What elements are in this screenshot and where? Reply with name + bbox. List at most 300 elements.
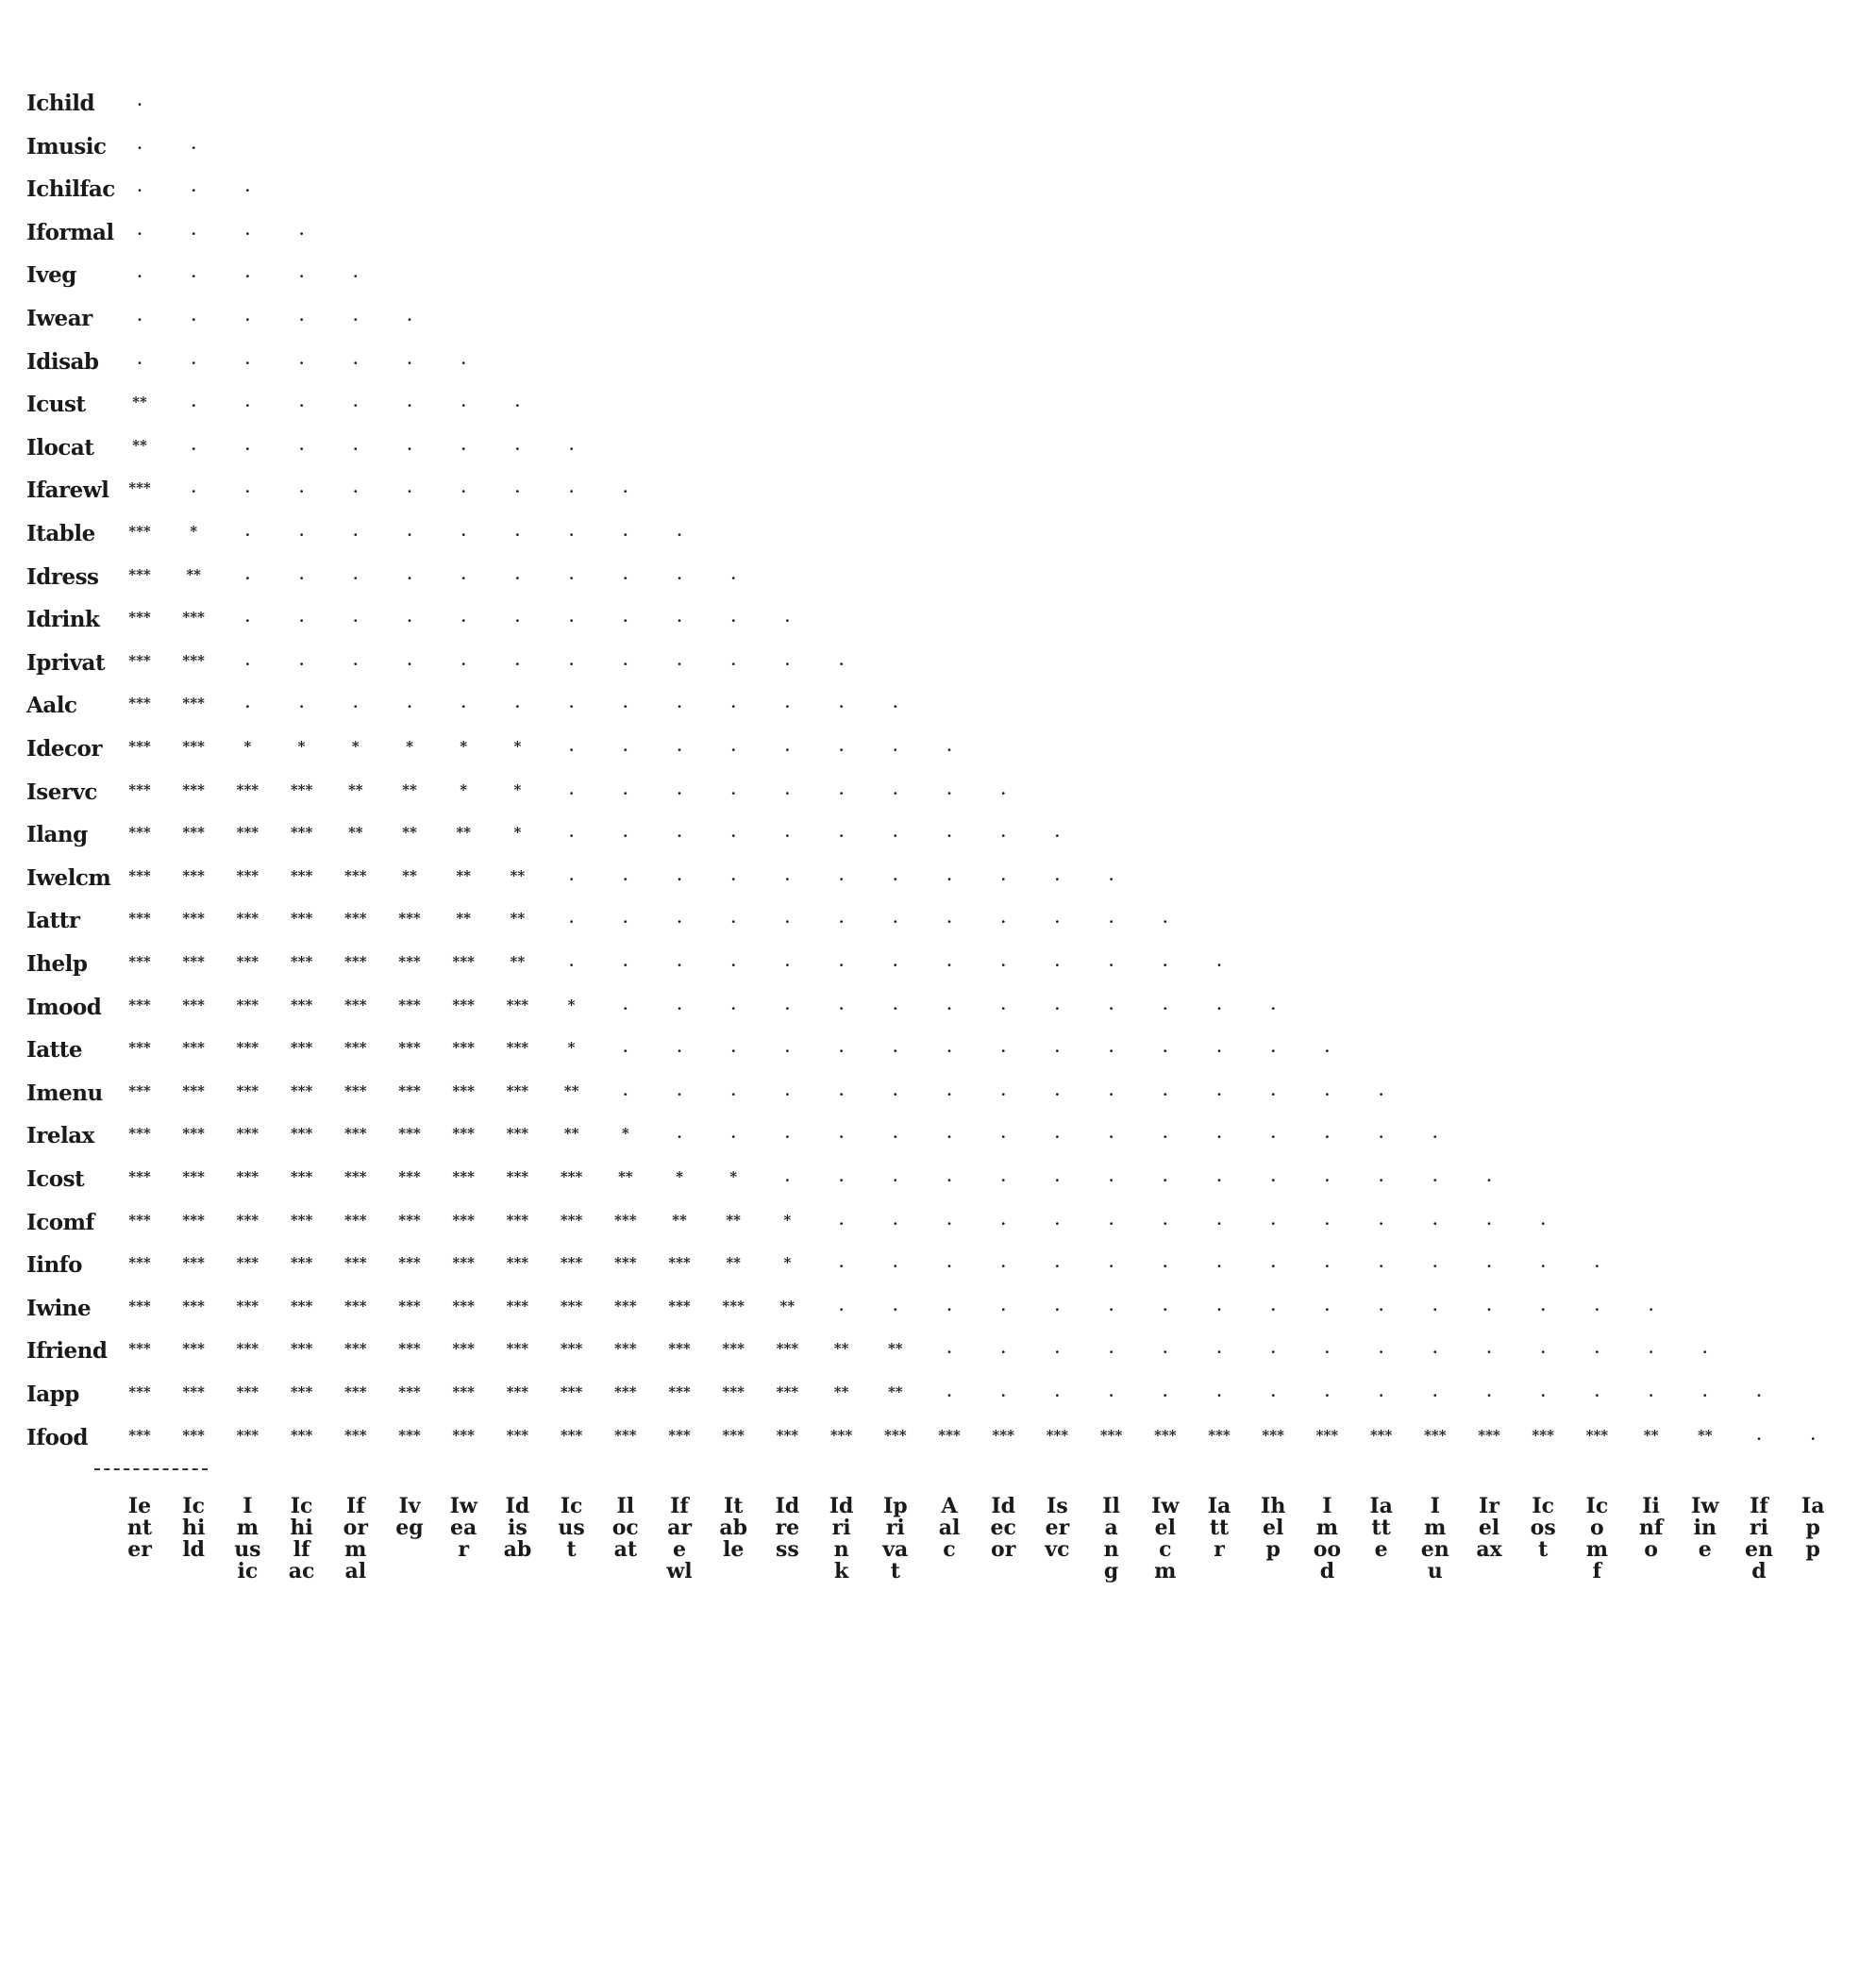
matrix-cell: . (946, 1297, 952, 1315)
matrix-cell: . (1270, 1383, 1276, 1400)
matrix-cell: . (623, 824, 628, 842)
matrix-cell: *** (344, 1426, 367, 1444)
matrix-cell: * (190, 523, 198, 540)
matrix-cell: *** (344, 953, 367, 970)
matrix-cell: *** (344, 1340, 367, 1358)
matrix-cell: . (893, 695, 898, 712)
matrix-cell: *** (236, 1383, 260, 1400)
matrix-cell: *** (398, 1081, 421, 1099)
matrix-cell: . (1216, 1081, 1222, 1099)
matrix-cell: . (353, 308, 359, 325)
matrix-cell: . (1432, 1211, 1438, 1229)
matrix-cell: *** (452, 1125, 475, 1143)
column-label: Iwelcm (1151, 1494, 1180, 1583)
matrix-cell: . (1810, 1426, 1816, 1444)
column-label: Ienter (126, 1494, 153, 1562)
matrix-cell: . (784, 1168, 790, 1185)
matrix-cell: *** (236, 1426, 260, 1444)
column-label: Idecor (990, 1494, 1016, 1562)
matrix-cell: . (893, 1039, 898, 1057)
matrix-cell: *** (1046, 1426, 1069, 1444)
matrix-cell: . (1324, 1254, 1330, 1272)
matrix-cell: *** (560, 1383, 583, 1400)
matrix-cell: . (1216, 1254, 1222, 1272)
matrix-cell: . (1000, 1168, 1006, 1185)
matrix-cell: . (623, 523, 628, 540)
matrix-cell: . (191, 394, 196, 411)
row-label: Iveg (26, 262, 76, 289)
matrix-cell: . (623, 479, 628, 497)
matrix-cell: . (784, 609, 790, 627)
matrix-cell: . (1000, 1211, 1006, 1229)
matrix-cell: *** (182, 738, 205, 755)
column-label: Iatte (1369, 1494, 1393, 1562)
matrix-cell: . (1163, 1211, 1168, 1229)
matrix-cell: . (1054, 996, 1060, 1014)
matrix-cell: . (1594, 1254, 1600, 1272)
matrix-cell: . (946, 824, 952, 842)
matrix-cell: * (243, 738, 252, 755)
column-label: Ilocat (611, 1494, 639, 1562)
matrix-cell: . (1054, 824, 1060, 842)
matrix-cell: . (1054, 1383, 1060, 1400)
matrix-cell: . (244, 695, 250, 712)
matrix-cell: * (297, 738, 306, 755)
matrix-cell: * (783, 1211, 792, 1229)
matrix-cell: ** (456, 824, 472, 842)
matrix-cell: . (137, 350, 142, 368)
matrix-cell: . (137, 135, 142, 153)
matrix-cell: *** (236, 1254, 260, 1272)
row-label: Ilocat (26, 434, 94, 461)
matrix-cell: . (838, 910, 845, 928)
column-label: Iservc (1045, 1494, 1070, 1562)
matrix-cell: *** (452, 996, 475, 1014)
matrix-cell: . (353, 523, 359, 540)
matrix-cell: . (1000, 996, 1006, 1014)
matrix-cell: . (1000, 1081, 1006, 1099)
matrix-cell: . (461, 394, 466, 411)
matrix-cell: *** (182, 1340, 205, 1358)
matrix-cell: . (623, 565, 628, 583)
matrix-cell: . (353, 436, 359, 454)
matrix-cell: . (1702, 1383, 1708, 1400)
matrix-cell: *** (182, 1168, 205, 1185)
column-label: Imenu (1420, 1494, 1449, 1583)
column-label: Iinfo (1638, 1494, 1664, 1562)
matrix-cell: . (623, 866, 628, 884)
column-label: Itable (719, 1494, 747, 1562)
matrix-cell: . (1108, 953, 1114, 970)
matrix-cell: . (1270, 1211, 1276, 1229)
matrix-cell: . (1108, 1211, 1114, 1229)
row-label: Itable (26, 521, 95, 546)
matrix-cell: *** (452, 953, 475, 970)
matrix-cell: . (1432, 1383, 1438, 1400)
matrix-cell: . (1000, 953, 1006, 970)
column-label: Ichilfac (288, 1494, 315, 1583)
matrix-cell: *** (398, 910, 421, 928)
matrix-cell: . (893, 824, 898, 842)
matrix-cell: *** (1424, 1426, 1447, 1444)
matrix-cell: . (1108, 996, 1114, 1014)
matrix-cell: . (1163, 953, 1168, 970)
matrix-cell: . (1216, 1211, 1222, 1229)
row-label: Idecor (26, 736, 102, 762)
matrix-cell: . (838, 1039, 845, 1057)
row-label: Ifarewl (26, 477, 109, 504)
matrix-cell: . (730, 780, 736, 798)
row-label: Iwine (26, 1295, 92, 1321)
matrix-cell: . (1486, 1297, 1492, 1315)
column-label: Iapp (1801, 1494, 1825, 1562)
matrix-cell: *** (506, 1340, 529, 1358)
column-label: Idrink (829, 1494, 854, 1583)
matrix-cell: *** (128, 1168, 151, 1185)
matrix-cell: . (1216, 953, 1222, 970)
matrix-cell: . (1540, 1297, 1546, 1315)
column-label: Icomf (1585, 1494, 1609, 1583)
matrix-cell: . (946, 1125, 952, 1143)
matrix-cell: . (1054, 866, 1060, 884)
matrix-cell: . (677, 565, 682, 583)
matrix-cell: ** (456, 910, 472, 928)
matrix-cell: . (1000, 1254, 1006, 1272)
row-label: Iattr (26, 908, 80, 934)
matrix-cell: *** (452, 1081, 475, 1099)
matrix-cell: . (623, 1081, 628, 1099)
matrix-cell: *** (722, 1383, 745, 1400)
row-label: Iformal (26, 219, 114, 245)
matrix-cell: *** (236, 866, 260, 884)
matrix-cell: . (1378, 1340, 1384, 1358)
matrix-cell: . (946, 953, 952, 970)
matrix-cell: *** (182, 1254, 205, 1272)
matrix-cell: *** (128, 1081, 151, 1099)
matrix-cell: . (1378, 1211, 1384, 1229)
matrix-cell: . (1648, 1383, 1654, 1400)
matrix-cell: *** (128, 910, 151, 928)
row-label: Iwelcm (26, 864, 111, 891)
matrix-cell: *** (128, 1297, 151, 1315)
matrix-cell: . (461, 436, 466, 454)
matrix-cell: . (784, 695, 790, 712)
matrix-cell: *** (236, 1168, 260, 1185)
matrix-cell: . (677, 780, 682, 798)
matrix-cell: . (1378, 1125, 1384, 1143)
matrix-cell: *** (722, 1426, 745, 1444)
row-label: Imood (26, 994, 102, 1020)
matrix-cell: . (1702, 1340, 1708, 1358)
matrix-cell: . (1163, 1081, 1168, 1099)
matrix-cell: . (1163, 1125, 1168, 1143)
matrix-cell: ** (186, 565, 202, 583)
matrix-cell: *** (506, 1125, 529, 1143)
matrix-cell: ** (779, 1297, 796, 1315)
matrix-cell: . (514, 651, 520, 669)
matrix-cell: *** (1208, 1426, 1231, 1444)
matrix-cell: *** (290, 1254, 313, 1272)
matrix-cell: *** (182, 695, 205, 712)
matrix-cell: . (893, 780, 898, 798)
matrix-cell: *** (344, 996, 367, 1014)
matrix-cell: . (1378, 1383, 1384, 1400)
matrix-cell: . (1216, 1125, 1222, 1143)
matrix-cell: . (730, 738, 736, 755)
matrix-cell: . (730, 824, 736, 842)
matrix-cell: . (1756, 1426, 1762, 1444)
matrix-cell: . (677, 523, 682, 540)
row-label: Iprivat (26, 649, 106, 676)
matrix-cell: *** (236, 1340, 260, 1358)
matrix-cell: * (729, 1168, 738, 1185)
matrix-cell: . (623, 1039, 628, 1057)
matrix-cell: *** (344, 910, 367, 928)
column-label: Iveg (395, 1494, 424, 1540)
matrix-cell: . (1108, 910, 1114, 928)
matrix-cell: . (461, 695, 466, 712)
matrix-cell: *** (236, 1039, 260, 1057)
matrix-cell: *** (236, 996, 260, 1014)
matrix-cell: *** (1154, 1426, 1177, 1444)
matrix-cell: . (677, 738, 682, 755)
matrix-cell: *** (614, 1211, 637, 1229)
matrix-cell: *** (776, 1383, 799, 1400)
matrix-cell: *** (128, 565, 151, 583)
matrix-cell: . (1000, 824, 1006, 842)
matrix-cell: . (568, 910, 575, 928)
matrix-cell: . (407, 394, 412, 411)
matrix-cell: . (623, 910, 628, 928)
matrix-cell: . (838, 1297, 845, 1315)
matrix-cell: . (838, 651, 845, 669)
matrix-cell: *** (290, 1125, 313, 1143)
row-label: Imusic (26, 133, 107, 159)
matrix-cell: . (946, 1340, 952, 1358)
matrix-cell: . (784, 910, 790, 928)
matrix-cell: *** (668, 1426, 691, 1444)
matrix-cell: ** (563, 1081, 579, 1099)
matrix-cell: . (407, 523, 412, 540)
row-label: Idrink (26, 607, 100, 633)
matrix-cell: *** (398, 996, 421, 1014)
matrix-cell: *** (182, 1426, 205, 1444)
row-label: Irelax (26, 1123, 94, 1149)
column-label: Ifriend (1745, 1494, 1773, 1583)
matrix-cell: . (244, 221, 250, 239)
matrix-cell: *** (668, 1383, 691, 1400)
matrix-cell: . (461, 609, 466, 627)
matrix-cell: *** (452, 1383, 475, 1400)
matrix-cell: . (244, 651, 250, 669)
matrix-cell: . (244, 264, 250, 282)
matrix-cell: . (730, 996, 736, 1014)
matrix-cell: *** (506, 1426, 529, 1444)
matrix-cell: . (1324, 1125, 1330, 1143)
matrix-cell: . (1108, 1039, 1114, 1057)
row-label: Idress (26, 563, 99, 590)
matrix-cell: *** (560, 1211, 583, 1229)
row-label: Ifood (26, 1424, 88, 1450)
matrix-cell: *** (290, 953, 313, 970)
matrix-cell: *** (128, 1211, 151, 1229)
matrix-cell: . (1324, 1340, 1330, 1358)
matrix-cell: . (1378, 1081, 1384, 1099)
matrix-cell: ** (887, 1340, 903, 1358)
matrix-cell: . (244, 565, 250, 583)
matrix-cell: . (677, 1081, 682, 1099)
matrix-cell: * (567, 996, 576, 1014)
matrix-cell: . (677, 824, 682, 842)
matrix-cell: . (893, 866, 898, 884)
matrix-cell: *** (182, 996, 205, 1014)
matrix-cell: . (353, 479, 359, 497)
matrix-cell: *** (829, 1426, 853, 1444)
matrix-cell: . (838, 780, 845, 798)
matrix-cell: . (1324, 1168, 1330, 1185)
matrix-cell: . (353, 264, 359, 282)
matrix-cell: *** (398, 1125, 421, 1143)
row-label: Ifriend (26, 1338, 108, 1365)
matrix-cell: *** (506, 1383, 529, 1400)
matrix-cell: *** (1315, 1426, 1339, 1444)
matrix-cell: . (1054, 953, 1060, 970)
matrix-cell: . (623, 695, 628, 712)
row-label: Aalc (26, 693, 77, 719)
matrix-cell: ** (887, 1383, 903, 1400)
matrix-cell: ** (510, 910, 526, 928)
matrix-cell: *** (290, 1383, 313, 1400)
column-label: Aalc (938, 1494, 961, 1562)
matrix-cell: . (1270, 1254, 1276, 1272)
matrix-cell: *** (128, 1125, 151, 1143)
matrix-cell: *** (128, 523, 151, 540)
matrix-cell: *** (560, 1340, 583, 1358)
matrix-cell: * (513, 738, 522, 755)
matrix-cell: *** (128, 695, 151, 712)
matrix-cell: . (514, 436, 520, 454)
matrix-cell: *** (452, 1254, 475, 1272)
matrix-cell: *** (236, 1125, 260, 1143)
matrix-cell: . (893, 953, 898, 970)
matrix-cell: . (677, 651, 682, 669)
matrix-cell: . (838, 695, 845, 712)
matrix-cell: . (1000, 910, 1006, 928)
matrix-cell: *** (614, 1254, 637, 1272)
matrix-cell: *** (1478, 1426, 1500, 1444)
matrix-cell: * (676, 1168, 683, 1185)
matrix-cell: . (784, 1081, 790, 1099)
matrix-cell: . (838, 1211, 845, 1229)
column-label: Idisab (503, 1494, 532, 1562)
matrix-cell: *** (128, 1254, 151, 1272)
matrix-cell: . (1486, 1211, 1492, 1229)
matrix-cell: . (623, 996, 628, 1014)
column-label: Irelax (1476, 1494, 1502, 1562)
matrix-cell: . (1000, 1125, 1006, 1143)
matrix-cell: *** (344, 1297, 367, 1315)
matrix-cell: . (1216, 996, 1222, 1014)
matrix-cell: *** (506, 1254, 529, 1272)
matrix-cell: . (677, 953, 682, 970)
matrix-cell: . (514, 394, 520, 411)
matrix-cell: *** (236, 1211, 260, 1229)
row-label: Iwear (26, 306, 92, 331)
matrix-cell: * (567, 1039, 576, 1057)
matrix-cell: . (1324, 1383, 1330, 1400)
matrix-cell: . (1108, 1254, 1114, 1272)
matrix-cell: . (946, 910, 952, 928)
column-label: Iprivat (882, 1494, 909, 1583)
matrix-cell: *** (884, 1426, 907, 1444)
matrix-cell: *** (182, 1211, 205, 1229)
matrix-cell: . (946, 1081, 952, 1099)
matrix-cell: . (298, 350, 305, 368)
matrix-cell: *** (128, 738, 151, 755)
matrix-cell: *** (128, 996, 151, 1014)
matrix-cell: . (137, 221, 142, 239)
matrix-cell: *** (398, 1211, 421, 1229)
matrix-cell: . (730, 910, 736, 928)
matrix-cell: *** (398, 1340, 421, 1358)
matrix-cell: ** (833, 1340, 849, 1358)
matrix-cell: . (1000, 1383, 1006, 1400)
matrix-cell: . (1486, 1383, 1492, 1400)
matrix-cell: . (298, 221, 305, 239)
matrix-cell: . (461, 565, 466, 583)
matrix-cell: ** (347, 780, 363, 798)
matrix-cell: . (1324, 1039, 1330, 1057)
matrix-cell: . (1054, 910, 1060, 928)
matrix-cell: . (1324, 1297, 1330, 1315)
matrix-cell: *** (182, 1081, 205, 1099)
matrix-cell: . (1378, 1254, 1384, 1272)
matrix-cell: . (784, 1125, 790, 1143)
matrix-cell: . (946, 738, 952, 755)
matrix-cell: . (514, 609, 520, 627)
matrix-cell: *** (290, 996, 313, 1014)
matrix-cell: *** (398, 1383, 421, 1400)
row-label: Imenu (26, 1080, 103, 1106)
row-label: Idisab (26, 348, 99, 375)
matrix-cell: *** (560, 1168, 583, 1185)
matrix-cell: . (1163, 1254, 1168, 1272)
matrix-cell: . (623, 609, 628, 627)
matrix-cell: *** (182, 609, 205, 627)
matrix-cell: . (1324, 1211, 1330, 1229)
matrix-cell: . (1108, 1125, 1114, 1143)
matrix-cell: . (1108, 1383, 1114, 1400)
matrix-cell: *** (398, 1297, 421, 1315)
matrix-cell: . (677, 695, 682, 712)
matrix-cell: . (1108, 1081, 1114, 1099)
matrix-cell: . (461, 651, 466, 669)
column-label: Idress (775, 1494, 800, 1562)
column-label: Imood (1313, 1494, 1342, 1583)
matrix-cell: ** (726, 1211, 742, 1229)
matrix-cell: *** (128, 866, 151, 884)
matrix-cell: . (730, 651, 736, 669)
row-label: Ilang (26, 822, 88, 848)
column-label: Icost (1530, 1494, 1556, 1562)
matrix-cell: *** (722, 1340, 745, 1358)
matrix-cell: *** (938, 1426, 961, 1444)
matrix-cell: *** (614, 1383, 637, 1400)
matrix-cell: *** (398, 953, 421, 970)
matrix-cell: *** (614, 1297, 637, 1315)
matrix-cell: *** (1099, 1426, 1123, 1444)
matrix-cell: . (838, 953, 845, 970)
